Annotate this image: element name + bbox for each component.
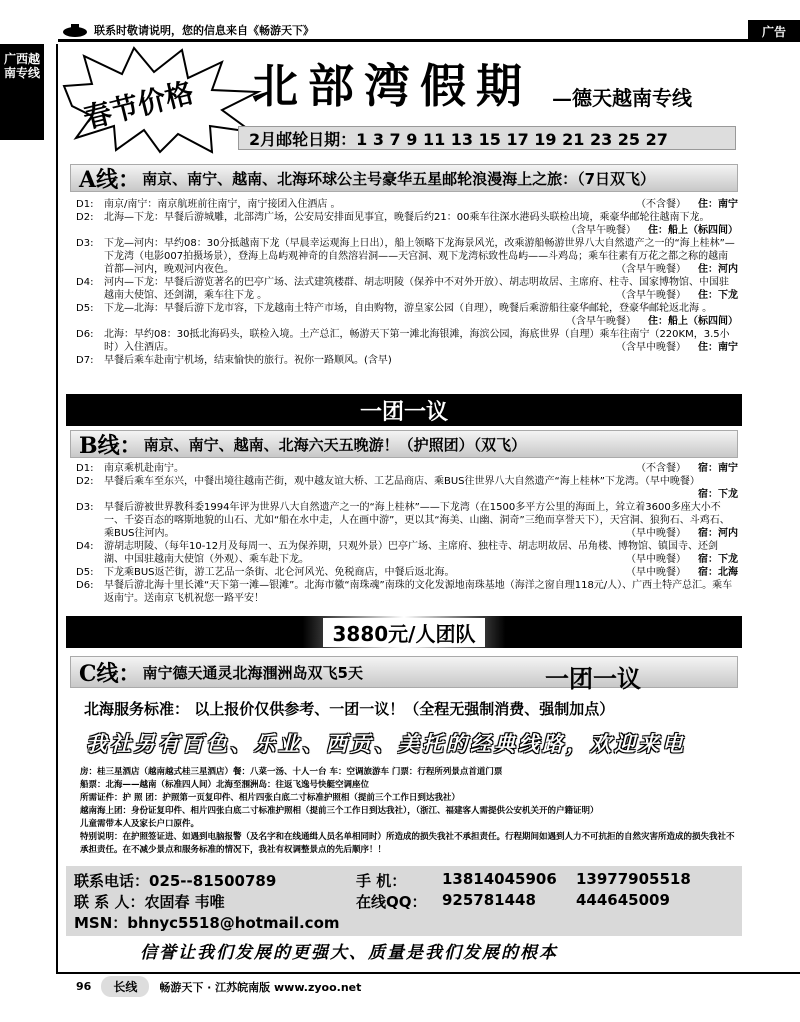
day-number: D1: [76, 463, 94, 474]
day-stay: 住：下龙 [698, 290, 738, 301]
day-stay: 宿：北海 [698, 567, 738, 578]
day-body [104, 579, 738, 605]
sidebar-line: 广西越 [3, 52, 40, 66]
day-number: D5: [76, 303, 94, 314]
day-text: 早餐后游被世界教科委1994年评为世界八大自然遗产之一的“海上桂林”——下龙湾（在1500多平方公里的海面上，耸立着3600多座大小不一、千姿百态的喀斯地貌的山石、尤如“船在水中走，人在画中游”，更以其“海美、山幽、洞奇”三绝而享誉天下），天宫洞、狼狗石、斗鸡石、乘BUS往河内。 [104, 502, 730, 539]
itinerary-day [76, 462, 738, 475]
day-body [104, 354, 738, 367]
day-number: D4: [76, 277, 94, 288]
day-body [104, 198, 738, 211]
day-text: 早餐后游北海十里长滩“天下第一滩—银滩”。北海市徽“南珠魂”南珠的文化发源地南珠基地（海洋之窗自理118元/人）、广西土特产总汇。乘车返南宁。送南京飞机祝您一路平安！ [104, 580, 733, 604]
line-b-title: 南京、南宁、越南、北海六天五晚游！（护照团）（双飞） [143, 435, 527, 454]
contact-person: 联 系 人：农固春 韦唯 [74, 893, 225, 911]
day-meal: （早中晚餐） [626, 554, 686, 565]
day-number: D3: [76, 502, 94, 513]
day-stay: 宿：河内 [698, 528, 738, 539]
day-text: 河内—下龙：早餐后游览著名的巴亭广场、法式建筑楼群、胡志明陵（保养中不对外开放）、胡志明故居、主席府、柱寺、国家博物馆、中国驻越南大使馆、还剑湖，乘车往下龙 。 [104, 277, 729, 301]
line-b-header [70, 430, 738, 458]
day-text: 下龙—河内：早约08：30分抵越南下龙（早晨幸运观海上日出），船上领略下龙海景风光，改乘游船畅游世界八大自然遗产之一的“海上桂林”—下龙湾（电影007拍摄场景），登海上岛屿观神奇的自然溶岩洞——天宫洞、观下龙湾标致性岛屿——斗鸡岛；乘车往素有万花之都之称的越南首都—河内，晚观河内夜色。 [104, 238, 735, 275]
note-line: 儿童需带本人及家长户口原件。 [80, 819, 200, 829]
day-number: D2: [76, 476, 94, 487]
qq-label: 在线QQ： [356, 893, 427, 911]
day-body [104, 501, 738, 540]
line-a-header [70, 164, 738, 192]
qq-2: 444645009 [576, 891, 670, 909]
note-line: 特别说明：在护照签证进、如遇到电脑报警（及名字和在线通缉人员名单相同时）所造成的损失我社不承担责任。行程期间如遇到人力不可抗拒的自然灾害所造成的损失我社不承担责任。在不减少景点和服务标准的情况下，我社有权调整景点的先后顺序！！ [80, 832, 735, 855]
contact-msn: MSN：bhnyc5518@hotmail.com [74, 914, 340, 932]
page-number: 96 [76, 980, 92, 993]
day-number: D5: [76, 567, 94, 578]
day-body [104, 328, 738, 354]
mobile-1: 13814045906 [442, 870, 557, 888]
qq-1: 925781448 [442, 891, 536, 909]
day-body [104, 462, 738, 475]
footer [76, 976, 361, 997]
day-text: 下龙—北海：早餐后游下龙市容，下龙越南土特产市场，自由购物，游皇家公园（自理），晚餐后乘游船往豪华邮轮，登豪华邮轮返北海 。 [104, 303, 713, 314]
itinerary-day [76, 198, 738, 211]
band-group-negotiable: 一团一议 [66, 394, 742, 426]
section-pill: 长线 [101, 976, 149, 997]
day-stay: 住：船上（标四间） [648, 225, 738, 236]
day-body [104, 276, 738, 302]
itinerary-day [76, 540, 738, 566]
itinerary-day [76, 211, 738, 237]
day-stay: 宿：南宁 [698, 463, 738, 474]
service-standard: 北海服务标准： 以上报价仅供参考、一团一议！（全程无强制消费、强制加点） [84, 700, 615, 718]
itinerary-day [76, 475, 738, 501]
itinerary-day [76, 579, 738, 605]
promo-label: 春节价格 [80, 75, 197, 136]
day-number: D7: [76, 355, 94, 366]
day-number: D1: [76, 199, 94, 210]
day-meal: （不含餐） [636, 463, 686, 474]
bottom-rule [58, 972, 800, 974]
motto: 信誉让我们发展的更强大、质量是我们发展的根本 [140, 943, 558, 963]
day-body [104, 475, 738, 501]
day-meal: （含早午晚餐） [616, 264, 686, 275]
day-text: 游胡志明陵、（每年10-12月及每周一、五为保养期，只观外景）巴亭广场、主席府、独柱寺、胡志明故居、吊角楼、博物馆、镇国寺、还剑湖、中国驻越南大使馆（外观）、乘车赴下龙。 [104, 541, 719, 565]
line-b-itinerary [76, 462, 738, 605]
day-number: D3: [76, 238, 94, 249]
line-a-letter: A线： [79, 166, 141, 193]
note-line: 船票：北海——越南（标准四人间）北海至涠洲岛：往返飞逸号快艇空调座位 [80, 780, 370, 790]
day-meal: （含早午晚餐） [616, 290, 686, 301]
day-number: D6: [76, 580, 94, 591]
day-meal: （早中晚餐） [626, 528, 686, 539]
line-c-header [70, 656, 738, 693]
note-line: 房：桂三星酒店（越南越式桂三星酒店）餐：八菜一汤、十人一台 车：空调旅游车 门票：行程所列景点首道门票 [80, 767, 503, 777]
left-rule [56, 44, 58, 974]
day-number: D6: [76, 329, 94, 340]
magazine-logo-icon [62, 22, 88, 38]
day-stay: 宿：下龙 [698, 554, 738, 565]
day-meal: （含早午晚餐） [566, 225, 636, 236]
itinerary-day [76, 276, 738, 302]
price-label: 3880元/人团队 [323, 618, 486, 647]
contact-box [66, 866, 742, 936]
hero [62, 46, 792, 154]
day-meal: （含早午晚餐） [566, 316, 636, 327]
publication: 畅游天下 · 江苏皖南版 www.zyoo.net [159, 980, 362, 994]
line-c-letter: C线： [79, 660, 141, 687]
day-body [104, 566, 738, 579]
day-body [104, 540, 738, 566]
itinerary-day [76, 328, 738, 354]
ad-label: 广告 [748, 20, 800, 42]
day-number: D4: [76, 541, 94, 552]
mobile-label: 手 机： [356, 872, 407, 890]
top-bar [58, 20, 800, 42]
line-c-tag: 一团一议 [545, 664, 641, 693]
line-a-itinerary [76, 198, 738, 367]
note-line: 越南海上团：身份证复印件、相片四张白底二寸标准护照相（提前三个工作日到达我社），（浙江、福建客人需提供公安机关开的户籍证明） [80, 806, 599, 816]
welcome-banner: 我社另有百色、乐业、西贡、美托的经典线路，欢迎来电 [86, 731, 686, 756]
cruise-dates: 2月邮轮日期：1 3 7 9 11 13 15 17 19 21 23 25 27 [238, 126, 736, 150]
day-body [104, 237, 738, 276]
itinerary-day [76, 354, 738, 367]
line-c-title: 南宁德天通灵北海涠洲岛双飞5天 [142, 663, 363, 682]
contact-phone: 联系电话：025--81500789 [74, 872, 277, 890]
day-text: 北海—下龙：早餐后游城雕，北部湾广场，公安局安排面见事宜，晚餐后约21：00乘车往深水港码头联检出境，乘豪华邮轮往越南下龙。 [104, 212, 710, 223]
itinerary-day [76, 501, 738, 540]
page-subtitle: —德天越南专线 [552, 86, 692, 110]
mobile-2: 13977905518 [576, 870, 691, 888]
note-line: 所需证件：护 照 团：护照第一页复印件、相片四张白底二寸标准护照相（提前三个工作日到达我社） [80, 793, 460, 803]
sidebar-line: 南专线 [3, 66, 40, 80]
header-note: 联系时敬请说明，您的信息来自《畅游天下》 [94, 23, 314, 37]
itinerary-day [76, 566, 738, 579]
itinerary-day [76, 302, 738, 328]
itinerary-day [76, 237, 738, 276]
day-meal: （不含餐） [636, 199, 686, 210]
day-text: 南京/南宁：南京航班前往南宁，南宁接团入住酒店 。 [104, 199, 341, 210]
day-meal: （早中晚餐） [626, 567, 686, 578]
day-stay: 住：船上（标四间） [648, 316, 738, 327]
day-stay: 宿：下龙 [698, 489, 738, 500]
day-stay: 住：河内 [698, 264, 738, 275]
day-text: 南京乘机赴南宁。 [104, 463, 184, 474]
day-body [104, 211, 738, 237]
line-a-title: 南京、南宁、越南、北海环球公主号豪华五星邮轮浪漫海上之旅：（7日双飞） [142, 169, 656, 188]
sidebar-section-label [0, 44, 44, 140]
day-number: D2: [76, 212, 94, 223]
day-stay: 住：南宁 [698, 342, 738, 353]
day-text: 早餐后乘车至东兴，中餐出境往越南芒街，观中越友谊大桥、工艺品商店、乘BUS往世界八大自然遗产“海上桂林”下龙湾。（早中晚餐） [104, 476, 700, 487]
notes [80, 766, 740, 857]
line-b-letter: B线： [79, 432, 142, 459]
day-text: 北海：早约08：30抵北海码头，联检入境。土产总汇，畅游天下第一滩北海银滩，海滨公园，海底世界（自理）乘车往南宁（220KM，3.5小时）入住酒店。 [104, 329, 730, 353]
day-body [104, 302, 738, 328]
price-band [66, 616, 742, 648]
day-stay: 住：南宁 [698, 199, 738, 210]
day-meal: （含早中晚餐） [616, 342, 686, 353]
day-text: 下龙乘BUS返芒街，游工艺品一条街、北仑河风光、免税商店，中餐后返北海。 [104, 567, 455, 578]
day-text: 早餐后乘车赴南宁机场，结束愉快的旅行。祝你一路顺风。(含早) [104, 355, 392, 366]
page-title: 北部湾假期 [252, 59, 532, 113]
